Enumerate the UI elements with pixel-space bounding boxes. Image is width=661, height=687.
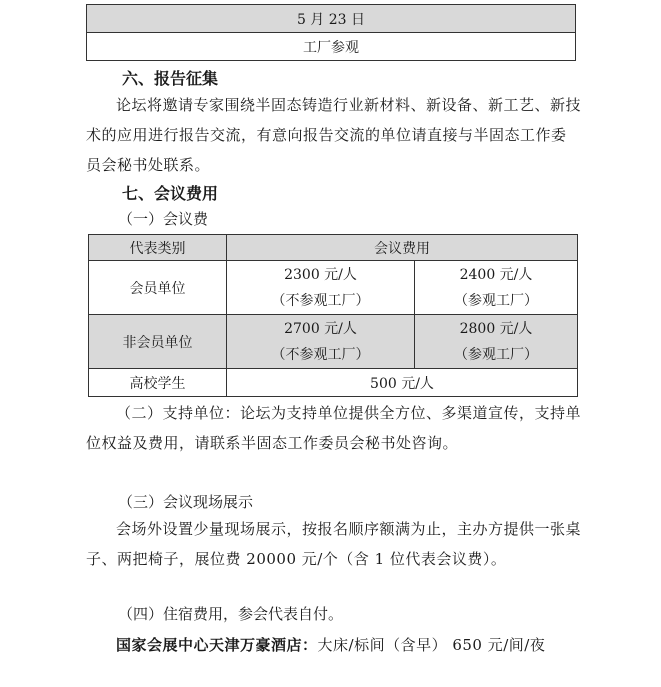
fee-note: （不参观工厂）	[271, 292, 370, 309]
fee-table	[88, 234, 578, 397]
fee-subheading: （一）会议费	[118, 210, 209, 228]
table-row	[89, 369, 578, 397]
fee-note: （不参观工厂）	[271, 346, 370, 363]
fee-cell	[227, 261, 415, 315]
fee-row-category: 高校学生	[89, 369, 227, 397]
fee-header-fee: 会议费用	[227, 235, 578, 261]
fee-amount: 2300 元/人	[284, 266, 357, 283]
fee-cell	[415, 315, 578, 369]
exhibit-subheading: （三）会议现场展示	[118, 493, 254, 511]
section6-heading: 六、报告征集	[122, 69, 219, 88]
table-row	[89, 315, 578, 369]
fee-header-category: 代表类别	[89, 235, 227, 261]
support-paragraph: （二）支持单位：论坛为支持单位提供全方位、多渠道宣传，支持单位权益及费用，请联系半固态工作委员会秘书处咨询。	[86, 404, 582, 452]
exhibit-paragraph: 会场外设置少量现场展示，按报名顺序额满为止，主办方提供一张桌子、两把椅子，展位费 20000 元/个（含 1 位代表会议费）。	[86, 520, 582, 568]
fee-amount: 2800 元/人	[459, 320, 533, 337]
schedule-table	[86, 4, 576, 61]
schedule-activity: 工厂参观	[87, 33, 576, 61]
table-row	[89, 261, 578, 315]
fee-row-category: 会员单位	[89, 261, 227, 315]
section7-heading: 七、会议费用	[122, 184, 219, 203]
lodging-subheading: （四）住宿费用，参会代表自付。	[118, 605, 344, 623]
fee-cell	[227, 315, 415, 369]
fee-amount: 2700 元/人	[284, 320, 357, 337]
schedule-date: 5 月 23 日	[87, 5, 576, 33]
fee-note: （参观工厂）	[454, 292, 538, 309]
hotel-name: 国家会展中心天津万豪酒店：	[116, 636, 318, 654]
fee-row-category: 非会员单位	[89, 315, 227, 369]
fee-amount: 2400 元/人	[459, 266, 533, 283]
fee-cell	[415, 261, 578, 315]
hotel-detail: 大床/标间（含早） 650 元/间/夜	[317, 636, 546, 654]
fee-student-amount: 500 元/人	[227, 369, 578, 397]
section6-body: 论坛将邀请专家围绕半固态铸造行业新材料、新设备、新工艺、新技术的应用进行报告交流，有意向报告交流的单位请直接与半固态工作委员会秘书处联系。	[86, 96, 582, 174]
fee-note: （参观工厂）	[454, 346, 538, 363]
hotel-paragraph	[86, 630, 581, 661]
